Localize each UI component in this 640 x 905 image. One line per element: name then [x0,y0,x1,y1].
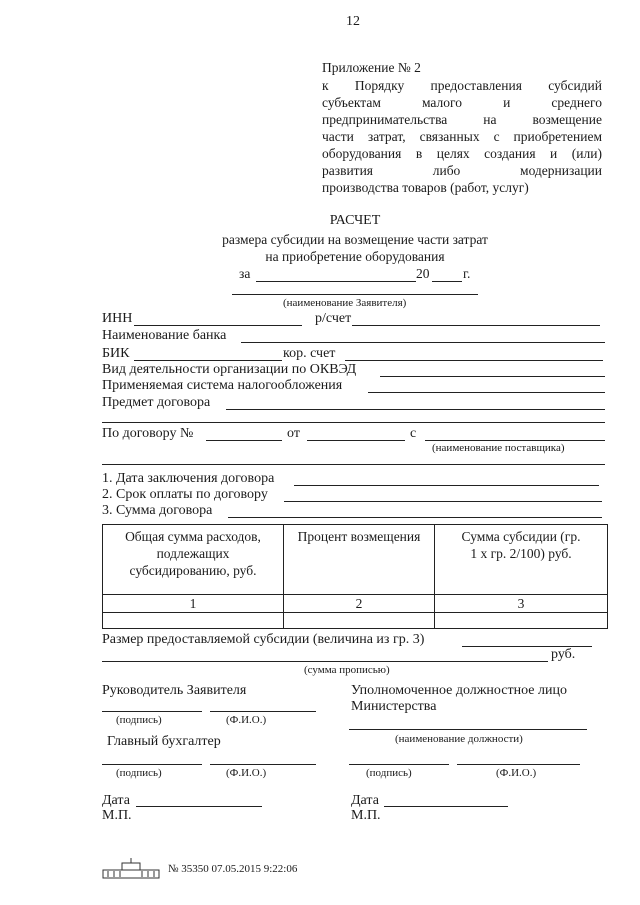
okved-field[interactable] [380,376,605,377]
signature-caption: (подпись) [366,767,412,779]
inn-label: ИНН [102,311,133,326]
contract-with-label: с [410,426,417,441]
contract-no-label: По договору № [102,426,194,441]
bank-field[interactable] [241,342,605,343]
signature-caption: (подпись) [116,767,162,779]
date-label: Дата [102,793,130,808]
page-number: 12 [346,14,360,29]
table-header: Общая сумма расходов, подлежащих субсидированию, руб. [103,525,284,595]
tax-system-label: Применяемая система налогообложения [102,378,343,393]
period-prefix: за [239,266,251,281]
appendix-line: оборудования в целях создания и (или) [322,146,602,161]
subsidy-words-field[interactable] [102,661,548,662]
date-field[interactable] [384,806,508,807]
signature-field[interactable] [102,711,202,712]
name-caption: (Ф.И.О.) [226,767,267,779]
contract-date-field[interactable] [307,440,405,441]
contract-sum-field[interactable] [228,517,602,518]
date-label: Дата [351,793,379,808]
date-field[interactable] [136,806,262,807]
building-logo-icon [102,858,160,880]
table-cell[interactable] [435,613,608,629]
contract-subject-label: Предмет договора [102,395,211,410]
name-caption: (Ф.И.О.) [226,714,267,726]
position-field[interactable] [349,729,587,730]
doc-title: РАСЧЕТ [329,213,381,228]
name-caption: (Ф.И.О.) [496,767,537,779]
doc-subtitle-2: на приобретение оборудования [265,249,445,264]
tax-system-field[interactable] [368,392,605,393]
appendix-line: предпринимательства на возмещение [322,112,602,127]
account-label: р/счет [315,311,352,326]
contract-sum-label: 3. Сумма договора [102,503,213,518]
official-head-label: Уполномоченное должностное лицо [351,683,567,698]
subsidy-currency: руб. [551,647,576,662]
subsidy-label: Размер предоставляемой субсидии (величина из гр. 3) [102,632,425,647]
name-field[interactable] [457,764,580,765]
payment-term-field[interactable] [284,501,602,502]
signature-field[interactable] [349,764,449,765]
bik-label: БИК [102,346,130,361]
supplier-caption: (наименование поставщика) [432,442,565,454]
seal-label: М.П. [351,808,381,823]
corr-account-field[interactable] [345,360,603,361]
seal-label: М.П. [102,808,132,823]
subsidy-caption: (сумма прописью) [304,664,390,676]
period-year: 20 [416,266,430,281]
table-header: Процент возмещения [284,525,435,595]
table-cell[interactable] [284,613,435,629]
calculation-table [102,524,608,629]
official-head-label-2: Министерства [351,699,437,714]
signature-field[interactable] [102,764,202,765]
name-field[interactable] [210,711,316,712]
contract-from-label: от [287,426,300,441]
appendix-title: Приложение № 2 [322,60,421,75]
appendix-line: к Порядку предоставления субсидий [322,78,602,93]
chief-accountant-label: Главный бухгалтер [107,734,221,749]
registration-stamp: № 35350 07.05.2015 9:22:06 [168,863,298,875]
table-cell: 3 [435,595,608,613]
period-suffix: г. [463,266,471,281]
name-field[interactable] [210,764,316,765]
table-cell[interactable] [103,613,284,629]
signature-caption: (подпись) [116,714,162,726]
contract-conclusion-field[interactable] [294,485,599,486]
appendix-line: производства товаров (работ, услуг) [322,180,529,195]
appendix-line: развития либо модернизации [322,163,602,178]
table-cell: 2 [284,595,435,613]
applicant-head-label: Руководитель Заявителя [102,683,247,698]
supplier-field[interactable] [425,440,605,441]
appendix-line: субъектам малого и среднего [322,95,602,110]
contract-no-field[interactable] [206,440,282,441]
corr-account-label: кор. счет [283,346,336,361]
bank-label: Наименование банка [102,328,227,343]
okved-label: Вид деятельности организации по ОКВЭД [102,362,357,377]
table-header: Сумма субсидии (гр. 1 х гр. 2/100) руб. [435,525,608,595]
payment-term-label: 2. Срок оплаты по договору [102,487,268,502]
contract-subject-field[interactable] [226,409,605,410]
inn-field[interactable] [134,325,302,326]
bik-field[interactable] [134,360,282,361]
account-field[interactable] [352,325,600,326]
contract-date-label: 1. Дата заключения договора [102,471,275,486]
doc-subtitle-1: размера субсидии на возмещение части затрат [222,232,488,247]
applicant-caption: (наименование Заявителя) [283,297,407,309]
appendix-line: части затрат, связанных с приобретением [322,129,602,144]
position-caption: (наименование должности) [395,733,523,745]
table-cell: 1 [103,595,284,613]
